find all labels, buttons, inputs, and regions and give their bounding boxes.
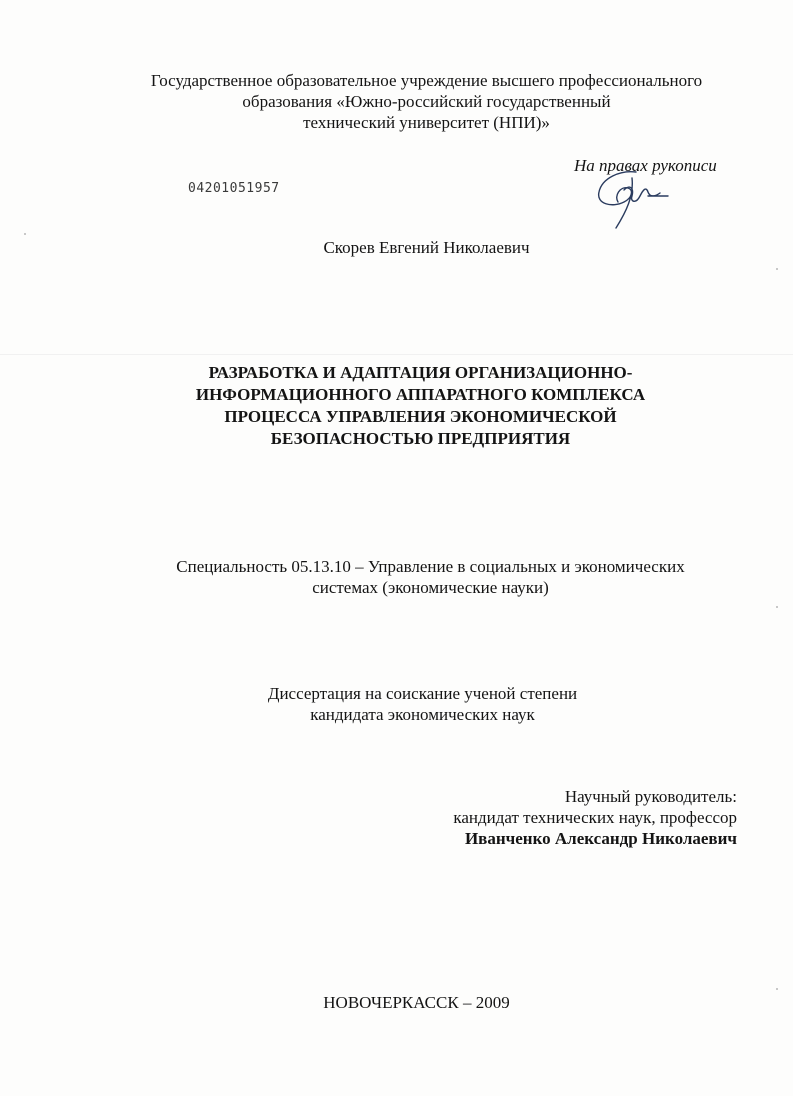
title-line: РАЗРАБОТКА И АДАПТАЦИЯ ОРГАНИЗАЦИОННО-: [208, 363, 633, 382]
scan-speck: [776, 268, 778, 270]
supervisor-rank: кандидат технических наук, профессор: [453, 808, 737, 827]
degree-line: кандидата экономических наук: [310, 705, 535, 724]
scan-speck: [776, 606, 778, 608]
dissertation-title: [24, 362, 793, 450]
scan-speck: [24, 233, 26, 235]
specialty-line: системах (экономические науки): [312, 578, 549, 597]
supervisor-label: Научный руководитель:: [564, 787, 737, 806]
scan-speck: [776, 988, 778, 990]
scan-artifact-line: [0, 354, 793, 355]
specialty-line: Специальность 05.13.10 – Управление в социальных и экономических: [176, 557, 685, 576]
institution-line: Государственное образовательное учреждение высшего профессионального: [150, 71, 703, 90]
handwritten-signature: [590, 166, 670, 230]
title-line: ПРОЦЕССА УПРАВЛЕНИЯ ЭКОНОМИЧЕСКОЙ: [224, 407, 617, 426]
supervisor-block: [453, 786, 737, 849]
archive-number: 04201051957: [188, 181, 280, 196]
manuscript-note: На правах рукописи: [574, 156, 717, 175]
specialty-statement: [34, 556, 793, 598]
institution-line: образования «Южно-российский государственный: [242, 92, 611, 111]
institution-line: технический университет (НПИ)»: [303, 113, 550, 132]
institution-header: [30, 70, 793, 133]
author-name: Скорев Евгений Николаевич: [323, 238, 530, 257]
degree-statement: [26, 683, 793, 725]
title-line: ИНФОРМАЦИОННОГО АППАРАТНОГО КОМПЛЕКСА: [195, 385, 646, 404]
city-year: НОВОЧЕРКАССК – 2009: [323, 993, 510, 1012]
degree-line: Диссертация на соискание ученой степени: [267, 684, 578, 703]
supervisor-name: Иванченко Александр Николаевич: [464, 829, 737, 848]
title-line: БЕЗОПАСНОСТЬЮ ПРЕДПРИЯТИЯ: [270, 429, 571, 448]
